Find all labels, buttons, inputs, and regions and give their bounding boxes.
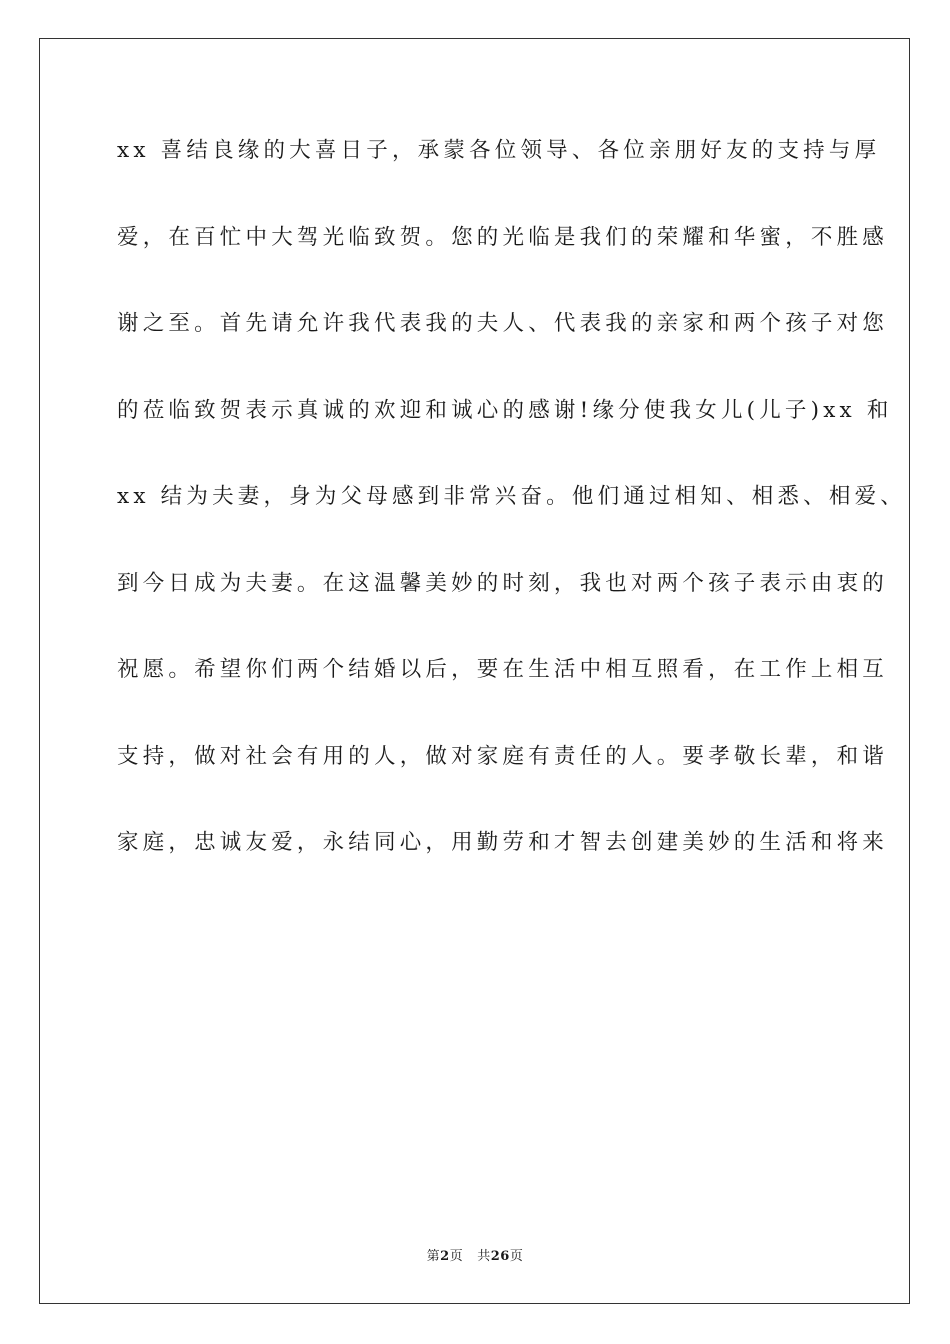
document-body (117, 108, 906, 887)
page-suffix: 页 (449, 1249, 464, 1264)
text-line: 爱，在百忙中大驾光临致贺。您的光临是我们的荣耀和华蜜，不胜感 (117, 224, 889, 250)
total-suffix: 页 (509, 1249, 524, 1264)
text-line: 的莅临致贺表示真诚的欢迎和诚心的感谢!缘分使我女儿(儿子)xx 和 (117, 397, 893, 423)
text-line: 家庭，忠诚友爱，永结同心，用勤劳和才智去创建美妙的生活和将来 (117, 830, 889, 855)
text-line: 到今日成为夫妻。在这温馨美妙的时刻，我也对两个孩子表示由衷的 (117, 570, 889, 596)
text-line: 谢之至。首先请允许我代表我的夫人、代表我的亲家和两个孩子对您 (117, 311, 889, 336)
text-line: xx 喜结良缘的大喜日子，承蒙各位领导、各位亲朋好友的支持与厚 (117, 138, 881, 163)
text-line: xx 结为夫妻，身为父母感到非常兴奋。他们通过相知、相悉、相爱、 (117, 484, 906, 509)
total-pages: 26 (490, 1249, 510, 1264)
text-line: 支持，做对社会有用的人，做对家庭有责任的人。要孝敬长辈，和谐 (117, 743, 889, 769)
text-line: 祝愿。希望你们两个结婚以后，要在生活中相互照看，在工作上相互 (117, 657, 889, 682)
page-prefix: 第 (426, 1249, 441, 1264)
page-footer (0, 1245, 950, 1264)
total-prefix: 共 (477, 1249, 491, 1264)
page-number: 2 (440, 1249, 450, 1264)
